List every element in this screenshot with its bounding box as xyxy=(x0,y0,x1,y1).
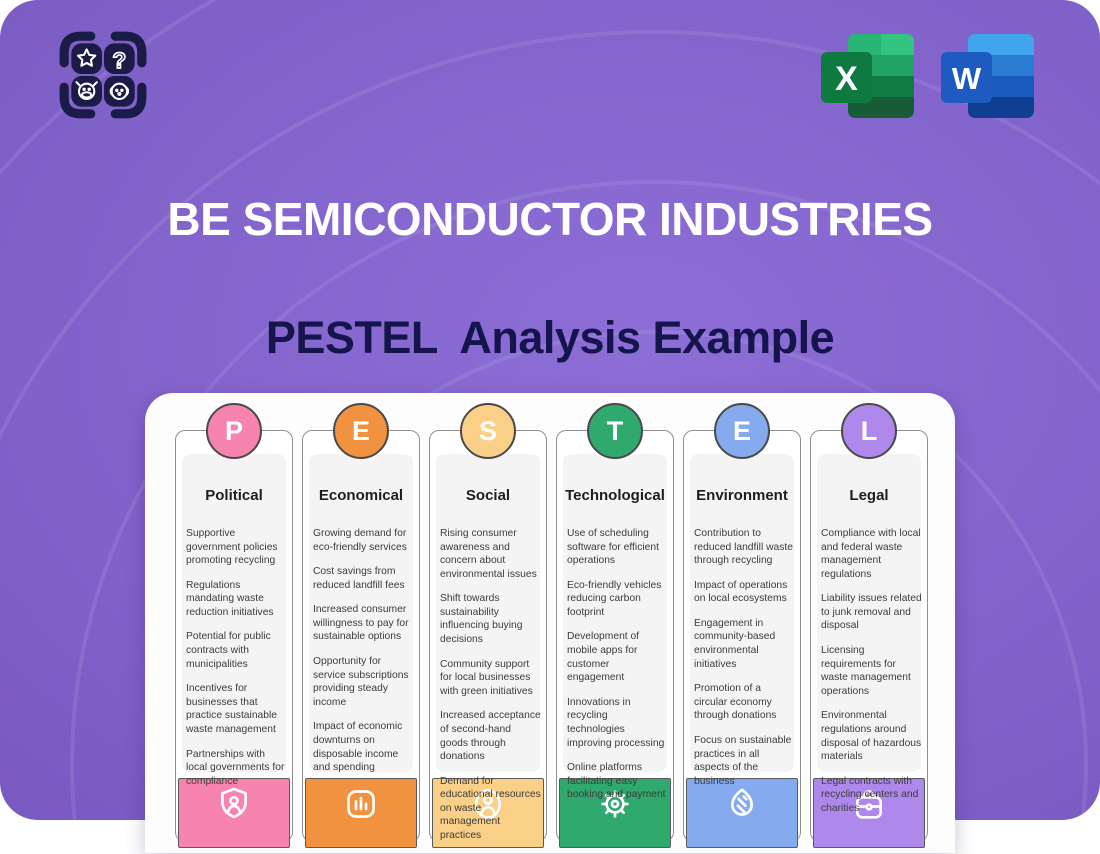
column-items xyxy=(186,527,287,799)
badge-letter: P xyxy=(224,415,243,446)
column-items xyxy=(694,527,795,799)
list-item: Opportunity for service subscriptions providing steady income xyxy=(313,656,409,708)
column-title: Legal xyxy=(849,487,889,504)
list-item: Potential for public contracts with municipalities xyxy=(186,631,271,670)
pestel-column-political xyxy=(175,415,293,842)
pestel-column-legal xyxy=(810,415,928,842)
pestel-columns xyxy=(175,415,928,853)
letter-badge-p xyxy=(206,403,262,459)
list-item: Growing demand for eco-friendly services xyxy=(313,528,407,553)
column-title: Political xyxy=(205,487,263,504)
word-letter: W xyxy=(951,61,982,96)
list-item: Incentives for businesses that practice sustainable waste management xyxy=(186,683,278,735)
list-item: Compliance with local and federal waste management regulations xyxy=(821,528,921,580)
column-items xyxy=(440,527,541,854)
excel-icon[interactable] xyxy=(818,33,918,121)
list-item: Shift towards sustainability influencing buying decisions xyxy=(440,593,523,646)
letter-badge-e1 xyxy=(333,403,389,459)
list-item: Cost savings from reduced landfill fees xyxy=(313,566,405,591)
column-items xyxy=(821,527,922,826)
list-item: Licensing requirements for waste management operations xyxy=(821,645,911,697)
list-item: Impact of operations on local ecosystems xyxy=(694,579,788,605)
list-item: Eco-friendly vehicles reducing carbon footprint xyxy=(567,579,662,618)
column-title: Technological xyxy=(565,487,665,504)
badge-letter: E xyxy=(732,415,751,446)
column-title: Economical xyxy=(318,487,404,504)
list-item: Innovations in recycling technologies improving processing xyxy=(567,696,665,749)
list-item: Focus on sustainable practices in all aspects of the business xyxy=(694,734,792,787)
column-footer xyxy=(305,778,417,848)
list-item: Promotion of a circular economy through donations xyxy=(694,683,777,722)
list-item: Use of scheduling software for efficient operations xyxy=(567,528,659,567)
list-item: Supportive government policies promoting recycling xyxy=(186,528,278,567)
column-items xyxy=(567,527,668,813)
column-items xyxy=(313,527,414,786)
pestel-column-technological xyxy=(556,415,674,842)
letter-badge-s xyxy=(460,403,516,459)
pestel-column-social xyxy=(429,415,547,842)
list-item: Liability issues related to junk removal and disposal xyxy=(821,593,922,632)
list-item: Legal contracts with recycling centers and charities xyxy=(821,775,919,814)
list-item: Regulations mandating waste reduction initiatives xyxy=(186,579,274,618)
list-item: Rising consumer awareness and concern about environmental issues xyxy=(440,528,537,580)
list-item: Environmental regulations around disposal of hazardous materials xyxy=(821,710,922,763)
column-title: Environment xyxy=(696,487,788,504)
badge-letter: E xyxy=(351,415,370,446)
list-item: Increased consumer willingness to pay for sustainable options xyxy=(313,604,409,643)
word-icon[interactable] xyxy=(938,33,1038,121)
question-icon: ? xyxy=(112,47,127,73)
list-item: Partnerships with local governments for compliance xyxy=(186,748,285,787)
list-item: Impact of economic downturns on disposable income and spending xyxy=(313,721,403,774)
list-item: Contribution to reduced landfill waste through recycling xyxy=(694,528,794,567)
letter-badge-l xyxy=(841,403,897,459)
list-item: Increased acceptance of second-hand goods through donations xyxy=(440,710,541,763)
pestel-card xyxy=(145,393,955,853)
badge-letter: T xyxy=(606,415,624,446)
excel-letter: X xyxy=(835,60,858,98)
brand-logo xyxy=(56,28,150,122)
list-item: Online platforms facilitating easy booking and payment xyxy=(567,762,666,801)
page-title: PESTEL Analysis Example xyxy=(265,312,835,363)
letter-badge-e2 xyxy=(714,403,770,459)
list-item: Community support for local businesses with green initiatives xyxy=(440,658,533,697)
pestel-column-economical xyxy=(302,415,420,842)
company-title: BE SEMICONDUCTOR INDUSTRIES xyxy=(167,193,933,245)
list-item: Development of mobile apps for customer engagement xyxy=(567,631,640,684)
list-item: Engagement in community-based environmental initiatives xyxy=(694,617,776,670)
letter-badge-t xyxy=(587,403,643,459)
badge-letter: S xyxy=(478,415,497,446)
column-title: Social xyxy=(465,487,511,504)
bar-chart-icon xyxy=(341,784,381,824)
badge-letter: L xyxy=(860,415,878,446)
pestel-column-environment xyxy=(683,415,801,842)
list-item: Demand for educational resources on waste management practices xyxy=(440,775,541,841)
